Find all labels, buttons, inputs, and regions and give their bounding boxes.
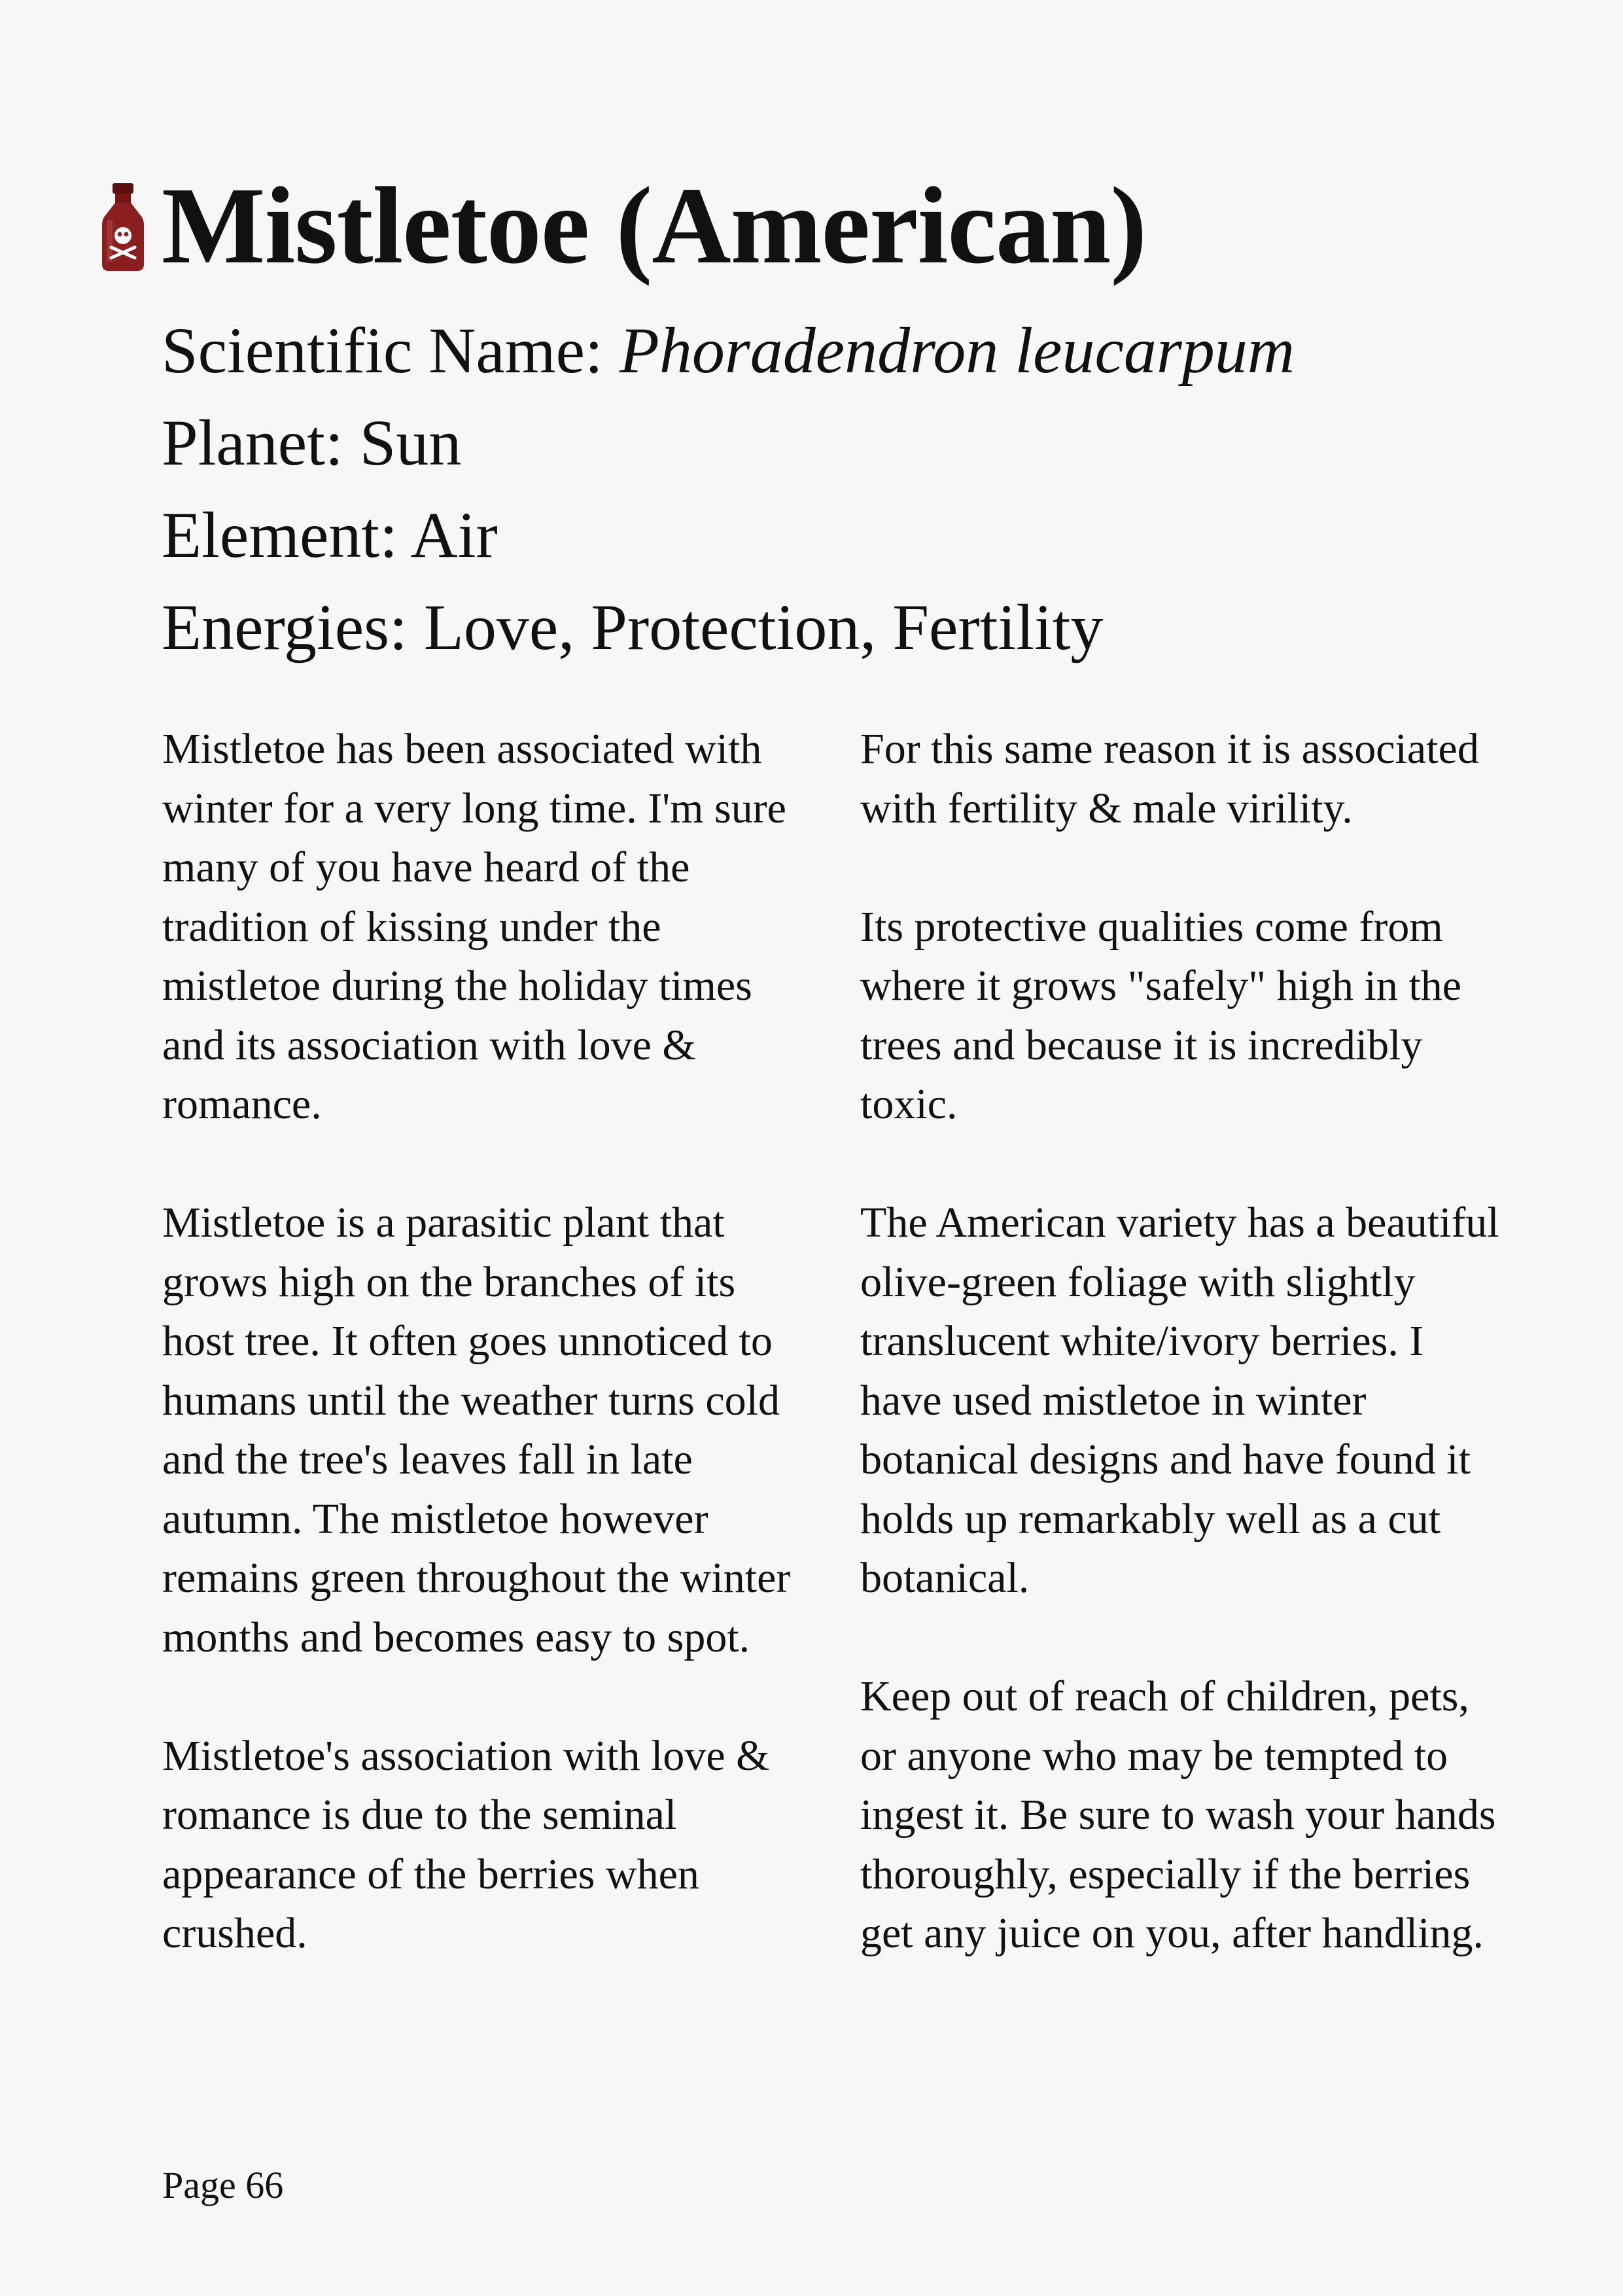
left-column: [162, 720, 803, 2022]
body-paragraph: Mistletoe is a parasitic plant that grows high on the branches of its host tree. It often goes unnoticed to humans until the weather turns cold and the tree's leaves fall in late autumn. The mistletoe however remains green throughout the winter months and becomes easy to spot.: [162, 1199, 791, 1661]
body-paragraph: Mistletoe's association with love & romance is due to the seminal appearance of the berries when crushed.: [162, 1731, 770, 1957]
planet-line: Planet: Sun: [162, 406, 462, 479]
energies-line: Energies: Love, Protection, Fertility: [162, 591, 1104, 663]
right-column: [860, 720, 1501, 2022]
body-paragraph: Keep out of reach of children, pets, or anyone who may be tempted to ingest it. Be sure to wash your hands thoroughly, especially if the berries get any juice on you, after handling.: [860, 1672, 1496, 1957]
body-paragraph: Its protective qualities come from where it grows "safely" high in the trees and because it is incredibly toxic.: [860, 902, 1462, 1128]
element-line: Element: Air: [162, 499, 498, 571]
title-row: [85, 160, 1557, 291]
body-paragraph: Mistletoe has been associated with winter for a very long time. I'm sure many of you have heard of the tradition of kissing under the mistletoe during the holiday times and its association with love & romance.: [162, 725, 786, 1128]
page-number: Page 66: [162, 2164, 284, 2206]
page-title: Mistletoe (American): [162, 165, 1147, 287]
scientific-name-line: [162, 304, 1295, 397]
body-paragraph: For this same reason it is associated with fertility & male virility.: [860, 725, 1479, 832]
page-header: [85, 160, 1557, 663]
scientific-name-value: Phoradendron leucarpum: [619, 314, 1295, 387]
body-paragraph: The American variety has a beautiful olive-green foliage with slightly translucent white/ivory berries. I have used mistletoe in winter botanical designs and have found it holds up remarkably well as a cut botanical.: [860, 1199, 1499, 1602]
poison-bottle-icon: [97, 183, 149, 272]
plant-attributes: [162, 304, 1295, 673]
scientific-name-label: Scientific Name:: [162, 314, 620, 387]
